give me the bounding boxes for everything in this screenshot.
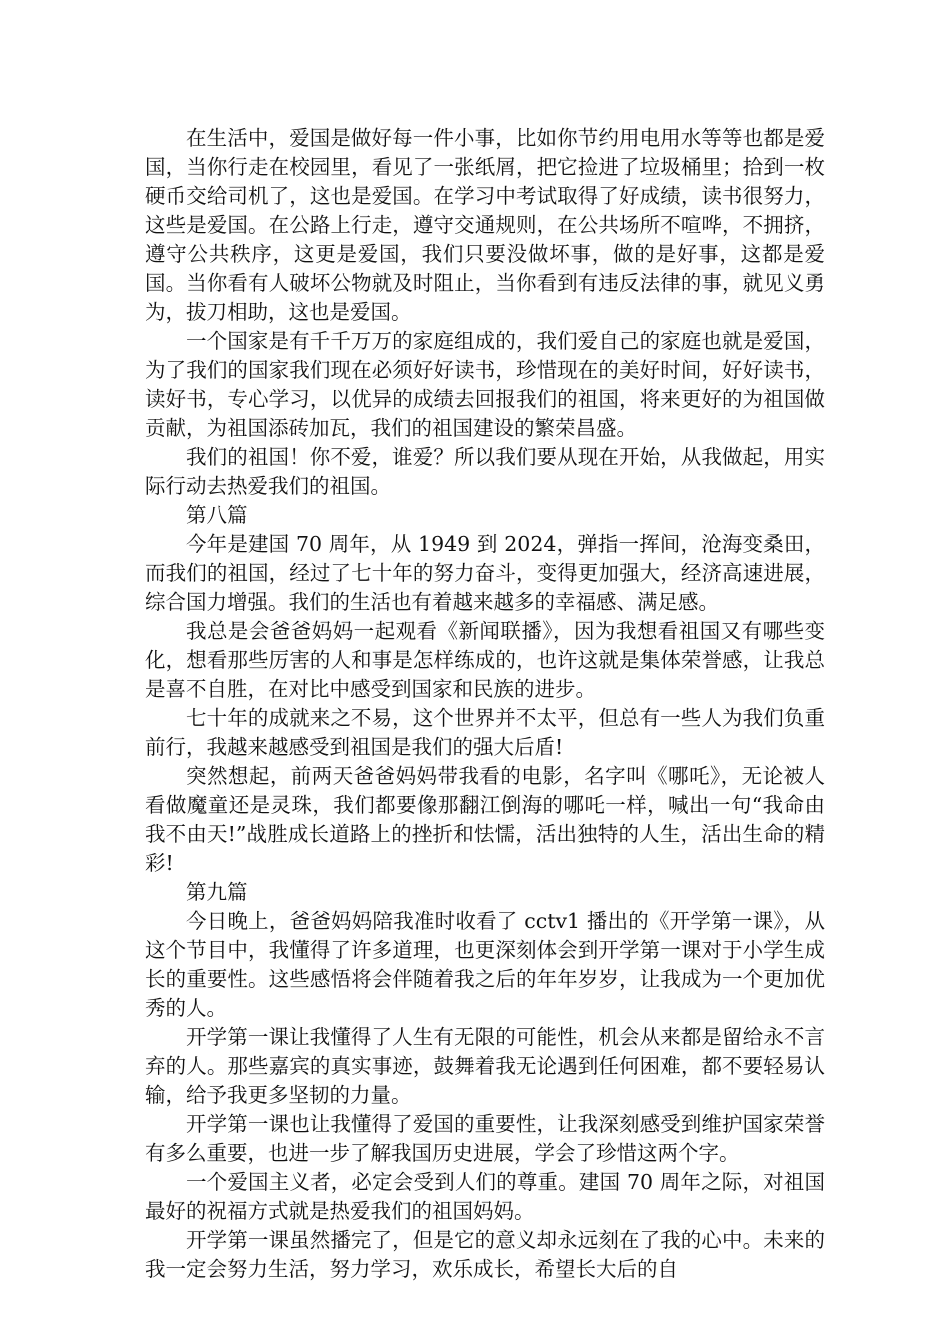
paragraph: 一个国家是有千千万万的家庭组成的，我们爱自己的家庭也就是爱国，为了我们的国家我们现在必须好好读书，珍惜现在的美好时间，好好读书，读好书，专心学习，以优异的成绩去回报我们的祖国，将来更好的为祖国做贡献，为祖国添砖加瓦，我们的祖国建设的繁荣昌盛。 — [145, 329, 825, 440]
paragraph: 开学第一课让我懂得了人生有无限的可能性，机会从来都是留给永不言弃的人。那些嘉宾的真实事迹，鼓舞着我无论遇到任何困难，都不要轻易认输，给予我更多坚韧的力量。 — [145, 1025, 825, 1107]
paragraph: 我总是会爸爸妈妈一起观看《新闻联播》，因为我想看祖国又有哪些变化，想看那些厉害的人和事是怎样练成的，也许这就是集体荣誉感，让我总是喜不自胜，在对比中感受到国家和民族的进步。 — [145, 619, 825, 701]
paragraph: 开学第一课也让我懂得了爱国的重要性，让我深刻感受到维护国家荣誉有多么重要，也进一步了解我国历史进展，学会了珍惜这两个字。 — [145, 1112, 825, 1165]
paragraph: 我们的祖国！你不爱，谁爱？所以我们要从现在开始，从我做起，用实际行动去热爱我们的祖国。 — [145, 445, 825, 498]
paragraph: 一个爱国主义者，必定会受到人们的尊重。建国 70 周年之际，对祖国最好的祝福方式就是热爱我们的祖国妈妈。 — [145, 1170, 825, 1223]
paragraph: 突然想起，前两天爸爸妈妈带我看的电影，名字叫《哪吒》，无论被人看做魔童还是灵珠，我们都要像那翻江倒海的哪吒一样，喊出一句“我命由我不由天!”战胜成长道路上的挫折和怯懦，活出独特的人生，活出生命的精彩! — [145, 764, 825, 875]
section-heading: 第九篇 — [186, 880, 248, 904]
paragraph: 开学第一课虽然播完了，但是它的意义却永远刻在了我的心中。未来的我一定会努力生活，努力学习，欢乐成长，希望长大后的自 — [145, 1228, 825, 1281]
document-body — [145, 124, 825, 1284]
paragraph: 在生活中，爱国是做好每一件小事，比如你节约用电用水等等也都是爱国，当你行走在校园里，看见了一张纸屑，把它捡进了垃圾桶里；拾到一枚硬币交给司机了，这也是爱国。在学习中考试取得了好成绩，读书很努力，这些是爱国。在公路上行走，遵守交通规则，在公共场所不喧哗，不拥挤，遵守公共秩序，这更是爱国，我们只要没做坏事，做的是好事，这都是爱国。当你看有人破坏公物就及时阻止，当你看到有违反法律的事，就见义勇为，拔刀相助，这也是爱国。 — [145, 126, 825, 324]
paragraph: 今日晚上，爸爸妈妈陪我准时收看了 cctv1 播出的《开学第一课》，从这个节目中，我懂得了许多道理，也更深刻体会到开学第一课对于小学生成长的重要性。这些感悟将会伴随着我之后的年年岁岁，让我成为一个更加优秀的人。 — [145, 909, 825, 1020]
section-heading: 第八篇 — [186, 503, 248, 527]
paragraph: 今年是建国 70 周年，从 1949 到 2024，弹指一挥间，沧海变桑田，而我们的祖国，经过了七十年的努力奋斗，变得更加强大，经济高速进展，综合国力增强。我们的生活也有着越来越多的幸福感、满足感。 — [145, 532, 825, 614]
paragraph: 七十年的成就来之不易，这个世界并不太平，但总有一些人为我们负重前行，我越来越感受到祖国是我们的强大后盾! — [145, 706, 825, 759]
